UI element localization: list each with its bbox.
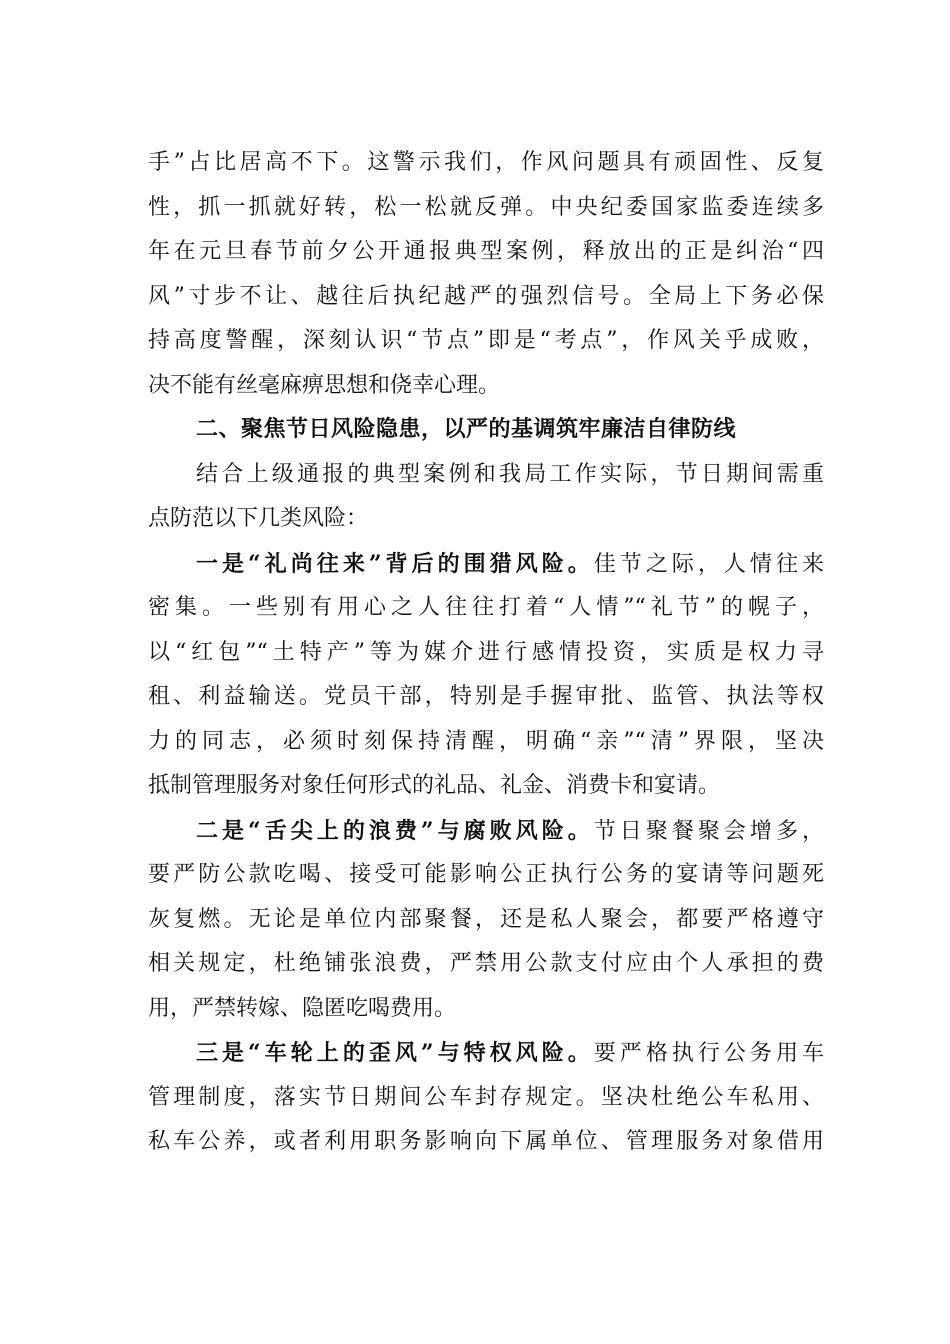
line-text: 节日聚餐聚会增多， bbox=[593, 818, 824, 844]
run-in-lead: 三是“车轮上的歪风”与特权风险。 bbox=[196, 1040, 594, 1066]
text-line bbox=[148, 148, 824, 178]
line-text: 灰复燃。无论是单位内部聚餐，还是私人聚会，都要严格遵守 bbox=[148, 906, 824, 932]
line-text: 手”占比居高不下。这警示我们，作风问题具有顽固性、反复 bbox=[148, 150, 824, 175]
line-text: 决不能有丝毫麻痹思想和侥幸心理。 bbox=[148, 372, 501, 398]
text-line bbox=[196, 1038, 824, 1068]
text-line bbox=[148, 282, 824, 312]
text-line bbox=[148, 771, 824, 801]
line-text: 抵制管理服务对象任何形式的礼品、礼金、消费卡和宴请。 bbox=[148, 773, 721, 798]
text-line bbox=[148, 638, 824, 668]
line-text: 年在元旦春节前夕公开通报典型案例，释放出的正是纠治“四 bbox=[148, 239, 824, 264]
text-line bbox=[148, 193, 824, 223]
text-line bbox=[196, 816, 824, 846]
line-text: 私车公养，或者利用职务影响向下属单位、管理服务对象借用 bbox=[148, 1129, 824, 1154]
run-in-lead: 二是“舌尖上的浪费”与腐败风险。 bbox=[196, 817, 594, 844]
line-text: 持高度警醒，深刻认识“节点”即是“考点”，作风关乎成败， bbox=[148, 328, 824, 353]
line-text: 密集。一些别有用心之人往往打着“人情”“礼节”的幌子， bbox=[148, 595, 824, 620]
text-line bbox=[148, 593, 824, 623]
run-in-lead: 一是“礼尚往来”背后的围猎风险。 bbox=[196, 550, 594, 577]
line-text: 点防范以下几类风险： bbox=[148, 506, 369, 531]
line-text: 性，抓一抓就好转，松一松就反弹。中央纪委国家监委连续多 bbox=[148, 194, 824, 220]
section-heading bbox=[196, 415, 824, 445]
text-line bbox=[148, 682, 824, 712]
line-text: 结合上级通报的典型案例和我局工作实际，节日期间需重 bbox=[196, 461, 824, 487]
text-line bbox=[148, 727, 824, 757]
line-text: 要严防公款吃喝、接受可能影响公正执行公务的宴请等问题死 bbox=[148, 862, 824, 887]
line-text: 佳节之际，人情往来 bbox=[593, 551, 824, 577]
text-line bbox=[196, 460, 824, 490]
text-line bbox=[148, 994, 824, 1024]
line-text: 用，严禁转嫁、隐匿吃喝费用。 bbox=[148, 995, 457, 1021]
heading-text: 二、聚焦节日风险隐患，以严的基调筑牢廉洁自律防线 bbox=[196, 417, 737, 442]
text-line bbox=[196, 549, 824, 579]
line-text: 要严格执行公务用车 bbox=[593, 1041, 824, 1066]
line-text: 管理制度，落实节日期间公车封存规定。坚决杜绝公车私用、 bbox=[148, 1084, 824, 1110]
text-line bbox=[148, 905, 824, 935]
line-text: 租、利益输送。党员干部，特别是手握审批、监管、执法等权 bbox=[148, 684, 824, 709]
line-text: 力的同志，必须时刻保持清醒，明确“亲”“清”界限，坚决 bbox=[148, 728, 824, 754]
text-line bbox=[148, 1083, 824, 1113]
line-text: 风”寸步不让、越往后执纪越严的强烈信号。全局上下务必保 bbox=[148, 283, 824, 309]
line-text: 相关规定，杜绝铺张浪费，严禁用公款支付应由个人承担的费 bbox=[148, 951, 824, 976]
line-text: 以“红包”“土特产”等为媒介进行感情投资，实质是权力寻 bbox=[148, 639, 824, 665]
text-line bbox=[148, 237, 824, 267]
text-line bbox=[148, 1127, 824, 1157]
text-line bbox=[148, 949, 824, 979]
text-line bbox=[148, 371, 824, 401]
text-line bbox=[148, 504, 824, 534]
text-line bbox=[148, 326, 824, 356]
text-line bbox=[148, 860, 824, 890]
